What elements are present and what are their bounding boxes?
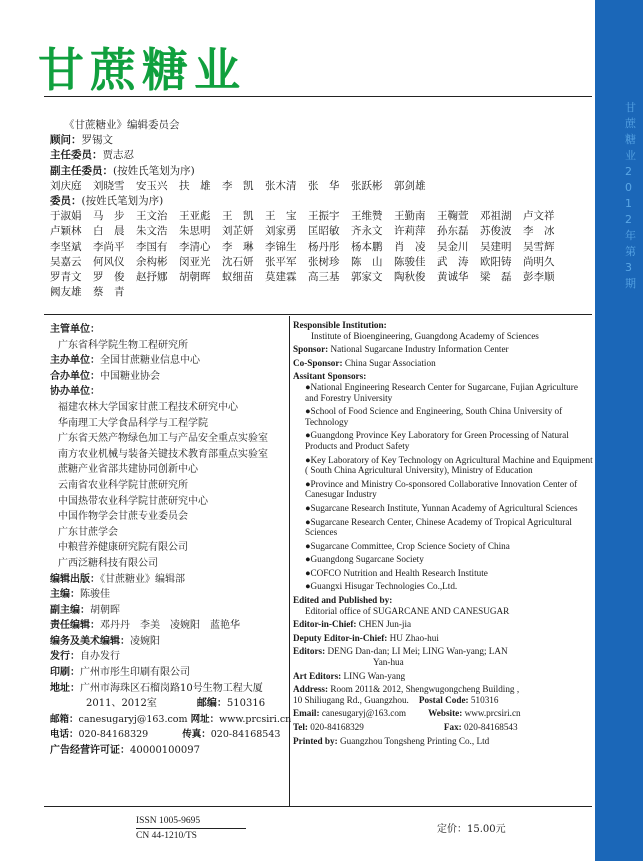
vice-chair-name: 张木清 (265, 179, 297, 192)
en-website: www.prcsiri.cn (464, 708, 521, 719)
cn-chief-label: 主编： (50, 589, 80, 601)
cn-assist-item: 中国作物学会甘蔗专业委员会 (58, 511, 188, 523)
member-name: 何风仪 (93, 255, 125, 268)
member-name: 卢文祥 (523, 210, 555, 223)
member-name: 张平军 (265, 255, 297, 268)
en-assist-item: ●National Engineering Research Center for Sugarcane, Fujian Agriculture and Forestry University (305, 381, 578, 403)
member-name: 吴金川 (437, 240, 469, 253)
vice-chair-name: 安玉兴 (136, 179, 168, 192)
member-name: 许莉萍 (394, 225, 426, 238)
en-assist-item: ●Province and Ministry Co-sponsored Collaborative Innovation Center of Canesugar Industry (305, 478, 578, 500)
cn-address: 广州市海珠区石榴岗路10号生物工程大厦 (80, 682, 263, 694)
member-name: 王 凯 (222, 210, 254, 223)
member-name: 张树珍 (308, 255, 340, 268)
en-assist-item: ●School of Food Science and Engineering, South China University of Technology (305, 406, 563, 427)
members-note: (按姓氏笔划为序) (81, 195, 164, 208)
en-editors: DENG Dan-dan; LI Mei; LING Wan-yang; LAN (327, 646, 508, 657)
cn-assist-label: 协办单位： (50, 386, 100, 398)
cn-website: www.prcsiri.cn (219, 713, 292, 725)
en-tel-label: Tel: (293, 722, 308, 732)
member-name: 杨本鹏 (351, 240, 383, 253)
cn-assist-item: 云南省农业科学院甘蔗研究所 (58, 479, 188, 491)
member-name: 朱文浩 (136, 225, 168, 238)
member-name: 刘芷妍 (222, 225, 254, 238)
member-name: 蚁细苗 (222, 271, 254, 284)
cn-print-label: 印刷： (50, 667, 80, 679)
member-name: 吴嘉云 (50, 255, 82, 268)
cn-license-label: 广告经营许可证： (50, 745, 130, 757)
chair-name: 贾志忍 (102, 149, 134, 162)
en-chief: CHEN Jun-jia (358, 619, 412, 630)
member-name: 吴雪辉 (523, 240, 555, 253)
member-name: 肖 凌 (394, 240, 426, 253)
en-assist-item: ●Sugarcane Research Institute, Yunnan Academy of Agricultural Sciences (305, 502, 578, 513)
en-email: canesugaryj@163.com (321, 708, 407, 719)
en-published: Editorial office of SUGARCANE AND CANESUGAR (305, 605, 510, 616)
member-name: 卢颖林 (50, 225, 82, 238)
middle-divider (44, 314, 592, 315)
issn-number: ISSN 1005-9695 (136, 816, 201, 826)
cn-assist-item: 蔗糖产业省部共建协同创新中心 (58, 464, 198, 476)
member-name: 陈骏佳 (394, 255, 426, 268)
member-row (50, 224, 595, 239)
cn-assist-item: 华南理工大学食品科学与工程学院 (58, 417, 208, 429)
en-fax: 020-84168543 (464, 722, 518, 732)
member-name: 阙友雄 (50, 286, 82, 299)
cn-assist-item: 广东省天然产物绿色加工与产品安全重点实验室 (58, 433, 268, 445)
price: 定价：15.00元 (437, 824, 506, 835)
member-name: 邓祖湖 (480, 210, 512, 223)
member-rows (50, 209, 595, 300)
cn-chief: 陈骏佳 (80, 589, 110, 601)
member-name: 李尚平 (93, 240, 125, 253)
cn-postcode-label: 邮编： (196, 698, 227, 710)
cn-art: 凌婉阳 (130, 635, 160, 647)
cn-print: 广州市彤生印刷有限公司 (80, 667, 190, 679)
cn-assist-item: 广西泛糖科技有限公司 (58, 557, 158, 569)
en-tel: 020-84168329 (310, 722, 364, 732)
cn-cosponsor: 中国糖业协会 (100, 370, 160, 382)
column-divider (289, 316, 290, 806)
cn-website-label: 网址： (190, 713, 220, 725)
member-name: 齐永文 (351, 225, 383, 238)
committee-title: 《甘蔗糖业》编辑委员会 (64, 119, 180, 131)
side-color-strip (595, 0, 643, 861)
cn-tel: 020-84168329 (78, 729, 149, 741)
cn-assist-item: 中国热带农业科学院甘蔗研究中心 (58, 495, 208, 507)
en-art: LING Wan-yang (343, 670, 406, 681)
member-name: 余构彬 (136, 255, 168, 268)
en-art-label: Art Editors: (293, 670, 342, 681)
cn-publisher-label: 编辑出版： (50, 573, 100, 585)
cn-email-label: 邮箱： (50, 713, 79, 725)
en-printed-label: Printed by: (293, 735, 338, 746)
cn-address-room: 2011、2012室 (86, 698, 157, 710)
vice-chair-name: 刘晓雪 (93, 179, 125, 192)
english-masthead (293, 320, 593, 749)
en-deputy: HU Zhao-hui (389, 632, 439, 643)
member-name: 杨丹彤 (308, 240, 340, 253)
cn-number: CN 44-1210/TS (136, 828, 246, 843)
cn-responsible-label: 主管单位： (50, 324, 100, 335)
cn-issue: 自办发行 (80, 651, 120, 663)
en-postal-label: Postal Code: (418, 694, 469, 705)
cn-responsible: 广东省科学院生物工程研究所 (58, 339, 188, 351)
member-name: 彭李顺 (523, 271, 555, 284)
en-assist-item: ●Guangxi Hisugar Technologies Co.,Ltd. (305, 581, 458, 592)
en-printed: Guangzhou Tongsheng Printing Co., Ltd (339, 735, 490, 746)
member-name: 白 晨 (93, 225, 125, 238)
chair-label: 主任委员： (50, 149, 103, 162)
en-editors-cont: Yan-hua (373, 657, 404, 668)
member-row (50, 209, 595, 224)
member-name: 刘家勇 (265, 225, 297, 238)
magazine-logo: 甘蔗糖业 (38, 43, 246, 97)
member-name: 马 步 (93, 210, 125, 223)
vice-chair-name: 扶 雄 (179, 179, 211, 192)
member-name: 莫建霖 (265, 271, 297, 284)
en-assist-list (293, 382, 593, 592)
en-postal: 510316 (470, 694, 499, 705)
member-name: 赵抒娜 (136, 271, 168, 284)
cn-sponsor: 全国甘蔗糖业信息中心 (100, 355, 200, 367)
en-assist-item: ●Guangdong Province Key Laboratory for Green Processing of Natural Products and Product Safety (305, 430, 569, 451)
cn-cosponsor-label: 合办单位： (50, 370, 100, 382)
member-name: 王文治 (136, 210, 168, 223)
member-name: 李 冰 (523, 225, 555, 238)
vice-chair-names (50, 179, 595, 194)
en-assist-item: ●Sugarcane Committee, Crop Science Society of China (305, 540, 510, 551)
advisor-name: 罗锡文 (81, 134, 113, 147)
member-name: 李 琳 (222, 240, 254, 253)
member-name: 王勤南 (394, 210, 426, 223)
cn-assist-item: 南方农业机械与装备关键技术教育部重点实验室 (58, 448, 268, 460)
top-divider (44, 96, 592, 97)
en-cosponsor: China Sugar Association (344, 357, 436, 368)
sidebar-text: 甘蔗糖业 2012年 第3期 (625, 101, 636, 290)
vice-chair-note: (按姓氏笔划为序) (113, 164, 195, 177)
member-name: 尚明久 (523, 255, 555, 268)
en-editors-label: Editors: (293, 646, 326, 657)
vice-chair-label: 副主任委员： (50, 164, 113, 177)
member-name: 王维赞 (351, 210, 383, 223)
vice-chair-name: 郭剑雄 (394, 179, 426, 192)
member-name: 罗 俊 (93, 271, 125, 284)
member-name: 匡昭敏 (308, 225, 340, 238)
en-assist-item: ●Sugarcane Research Center, Chinese Academy of Tropical Agricultural Sciences (305, 516, 572, 538)
member-row (50, 255, 595, 270)
member-row (50, 240, 595, 255)
member-name: 罗青文 (50, 271, 82, 284)
en-assist-item: ●Guangdong Sugarcane Society (305, 554, 424, 565)
editorial-committee (50, 118, 595, 300)
en-email-label: Email: (293, 708, 320, 719)
vice-chair-name: 张跃彬 (351, 179, 383, 192)
bottom-divider (44, 806, 592, 807)
cn-editors-label: 责任编辑： (50, 620, 100, 632)
cn-assist-list (50, 400, 286, 572)
en-assist-item: ●COFCO Nutrition and Health Research Institute (305, 567, 488, 578)
en-deputy-label: Deputy Editor-in-Chief: (293, 632, 388, 643)
member-name: 于淑娟 (50, 210, 82, 223)
cn-art-label: 编务及美术编辑： (50, 635, 130, 647)
vice-chair-name: 张 华 (308, 179, 340, 192)
cn-editors: 邓丹丹 李美 凌婉阳 蓝艳华 (100, 620, 240, 632)
member-name: 高三基 (308, 271, 340, 284)
member-name: 黄诚华 (437, 271, 469, 284)
member-name: 朱思明 (179, 225, 211, 238)
en-sponsor: National Sugarcane Industry Information Center (330, 344, 509, 355)
member-name: 陈 山 (351, 255, 383, 268)
member-name: 王鞠萱 (437, 210, 469, 223)
en-responsible: Institute of Bioengineering, Guangdong Academy of Sciences (311, 330, 539, 341)
cn-fax-label: 传真： (182, 729, 211, 741)
en-chief-label: Editor-in-Chief: (293, 619, 357, 630)
member-name: 蔡 青 (93, 286, 125, 299)
cn-tel-label: 电话： (50, 729, 79, 741)
en-website-label: Website: (428, 708, 463, 719)
member-name: 陶秋俊 (394, 271, 426, 284)
member-name: 王 宝 (265, 210, 297, 223)
cn-publisher: 《甘蔗糖业》编辑部 (100, 573, 185, 585)
en-cosponsor-label: Co-Sponsor: (293, 357, 343, 368)
en-assist-label: Assitant Sponsors: (293, 371, 367, 382)
vice-chair-name: 刘庆庭 (50, 179, 82, 192)
member-name: 苏俊波 (480, 225, 512, 238)
en-address-label: Address: (293, 684, 329, 695)
member-name: 孙东磊 (437, 225, 469, 238)
cn-address-label: 地址： (50, 682, 80, 694)
en-sponsor-label: Sponsor: (293, 344, 329, 355)
member-name: 李国有 (136, 240, 168, 253)
en-published-label: Edited and Published by: (293, 595, 393, 606)
en-address-cont: 10 Shiliugang Rd., Guangzhou. (293, 694, 409, 705)
advisor-label: 顾问： (50, 134, 82, 147)
en-assist-item: ●Key Laboratory of Key Technology on Agricultural Machine and Equipment ( South China Agricultural University), Ministry of Education (305, 454, 593, 476)
member-name: 王振宇 (308, 210, 340, 223)
cn-issue-label: 发行： (50, 651, 80, 663)
issn-block (136, 814, 246, 843)
member-name: 胡朝晖 (179, 271, 211, 284)
member-name: 李清心 (179, 240, 211, 253)
member-row (50, 285, 595, 300)
cn-sponsor-label: 主办单位： (50, 355, 100, 367)
member-name: 王亚彪 (179, 210, 211, 223)
cn-assist-item: 广东甘蔗学会 (58, 526, 118, 538)
cn-postcode: 510316 (226, 698, 266, 710)
chinese-masthead (50, 322, 292, 759)
member-name: 沈石妍 (222, 255, 254, 268)
members-label: 委员： (50, 195, 82, 208)
cn-deputy-label: 副主编： (50, 604, 90, 616)
member-name: 李坚斌 (50, 240, 82, 253)
member-name: 李锦生 (265, 240, 297, 253)
cn-license: 40000100097 (130, 745, 200, 757)
cn-email: canesugaryj@163.com (78, 713, 188, 725)
cn-assist-item: 中粮营养健康研究院有限公司 (58, 542, 188, 554)
member-row (50, 270, 595, 285)
cn-assist-item: 福建农林大学国家甘蔗工程技术研究中心 (58, 401, 238, 413)
member-name: 郭家文 (351, 271, 383, 284)
member-name: 闵亚光 (179, 255, 211, 268)
en-responsible-label: Responsible Institution: (293, 320, 387, 330)
member-name: 吴建明 (480, 240, 512, 253)
en-fax-label: Fax: (443, 722, 462, 732)
member-name: 武 涛 (437, 255, 469, 268)
en-address: Room 2011& 2012, Shengwugongcheng Building , (330, 684, 520, 695)
member-name: 欧阳铸 (480, 255, 512, 268)
cn-deputy: 胡朝晖 (90, 604, 120, 616)
cn-fax: 020-84168543 (210, 729, 281, 741)
member-name: 梁 磊 (480, 271, 512, 284)
vice-chair-name: 李 凯 (222, 179, 254, 192)
